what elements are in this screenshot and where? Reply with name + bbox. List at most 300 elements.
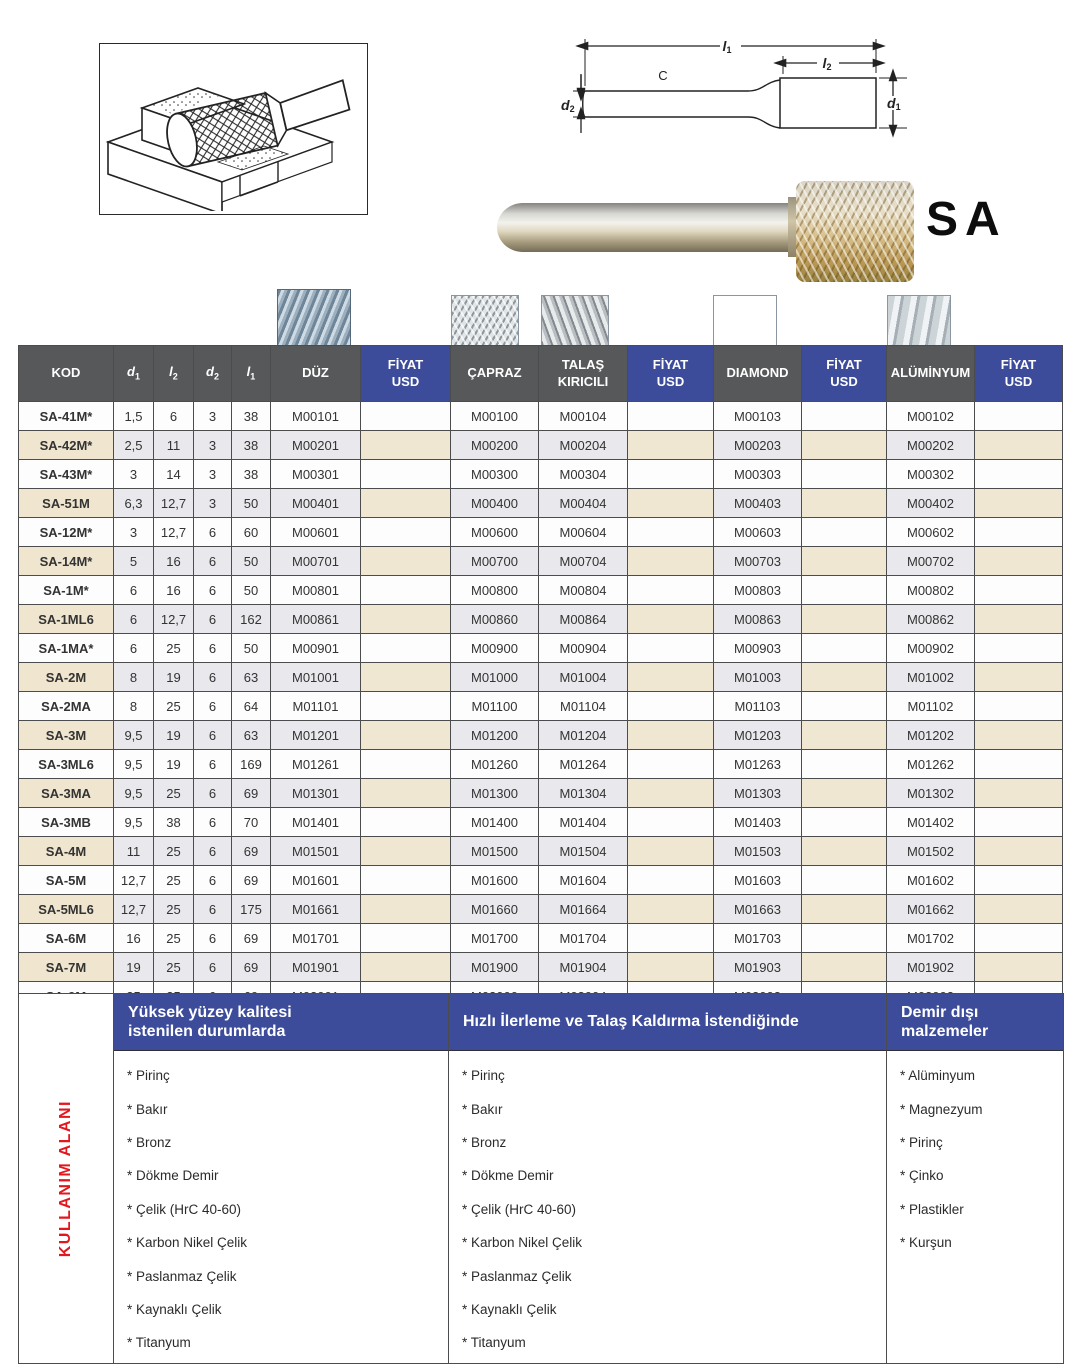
- cell-fiyat3: [802, 866, 887, 895]
- cell-fiyat1: [361, 431, 451, 460]
- cell-duz: M01701: [271, 924, 361, 953]
- cell-talas: M00804: [539, 576, 628, 605]
- cell-fiyat1: [361, 750, 451, 779]
- cell-talas: M01664: [539, 895, 628, 924]
- usage-item: * Pirinç: [900, 1134, 943, 1150]
- cell-fiyat2: [628, 663, 714, 692]
- table-row: [19, 634, 1063, 663]
- usage-item: * Magnezyum: [900, 1101, 983, 1117]
- cell-diamond: M01603: [714, 866, 802, 895]
- cell-talas: M01304: [539, 779, 628, 808]
- cell-aluminyum: M01902: [887, 953, 975, 982]
- cell-fiyat1: [361, 489, 451, 518]
- cell-talas: M00104: [539, 402, 628, 431]
- cell-talas: M00864: [539, 605, 628, 634]
- cell-fiyat3: [802, 634, 887, 663]
- burr-photo-head: [796, 181, 914, 282]
- col-header-diamond: DIAMOND: [714, 346, 802, 402]
- cell-duz: M00601: [271, 518, 361, 547]
- d2-dim-label: d2: [561, 97, 575, 114]
- cell-d2: 6: [194, 663, 232, 692]
- cell-kod: SA-5ML6: [19, 895, 114, 924]
- cell-diamond: M00863: [714, 605, 802, 634]
- col-header-d2: $d_2$: [194, 346, 232, 402]
- usage-item: * Titanyum: [462, 1335, 526, 1351]
- cell-fiyat3: [802, 605, 887, 634]
- cell-capraz: M00400: [451, 489, 539, 518]
- cell-fiyat1: [361, 692, 451, 721]
- cell-l1: 175: [232, 895, 271, 924]
- cell-fiyat2: [628, 808, 714, 837]
- cell-capraz: M01260: [451, 750, 539, 779]
- cell-kod: SA-7M: [19, 953, 114, 982]
- cell-fiyat2: [628, 547, 714, 576]
- cell-fiyat3: [802, 721, 887, 750]
- cell-l1: 69: [232, 924, 271, 953]
- table-row: [19, 460, 1063, 489]
- usage-item: * Plastikler: [900, 1201, 964, 1217]
- cell-fiyat3: [802, 924, 887, 953]
- cell-fiyat2: [628, 460, 714, 489]
- cell-kod: SA-51M: [19, 489, 114, 518]
- usage-side-label: KULLANIM ALANI: [57, 1099, 74, 1258]
- usage-item: * Paslanmaz Çelik: [127, 1268, 237, 1284]
- cell-capraz: M00600: [451, 518, 539, 547]
- l2-dim-label: l2: [822, 55, 832, 72]
- diamond-sample-image: [713, 295, 777, 347]
- usage-list-3: [887, 1051, 1063, 1363]
- cell-fiyat4: [975, 837, 1063, 866]
- cell-fiyat2: [628, 576, 714, 605]
- table-row: [19, 663, 1063, 692]
- cell-capraz: M01660: [451, 895, 539, 924]
- cell-aluminyum: M01402: [887, 808, 975, 837]
- cell-l1: 70: [232, 808, 271, 837]
- cell-aluminyum: M01262: [887, 750, 975, 779]
- cell-aluminyum: M01102: [887, 692, 975, 721]
- cell-duz: M01261: [271, 750, 361, 779]
- cell-diamond: M01103: [714, 692, 802, 721]
- cell-capraz: M00100: [451, 402, 539, 431]
- col-header-kod: KOD: [19, 346, 114, 402]
- cell-diamond: M01903: [714, 953, 802, 982]
- cell-l1: 63: [232, 663, 271, 692]
- cell-l1: 50: [232, 547, 271, 576]
- cell-diamond: M00403: [714, 489, 802, 518]
- cell-fiyat4: [975, 634, 1063, 663]
- cell-fiyat4: [975, 576, 1063, 605]
- col-header-fiyat2: FİYAT USD: [628, 346, 714, 402]
- cell-l2: 19: [154, 721, 194, 750]
- table-row: [19, 953, 1063, 982]
- cell-fiyat1: [361, 837, 451, 866]
- cell-fiyat1: [361, 605, 451, 634]
- cell-fiyat1: [361, 866, 451, 895]
- cell-fiyat1: [361, 953, 451, 982]
- usage-item: * Pirinç: [462, 1068, 505, 1084]
- usage-item: * Bronz: [127, 1134, 172, 1150]
- cell-fiyat3: [802, 837, 887, 866]
- cell-diamond: M00703: [714, 547, 802, 576]
- usage-item: * Kaynaklı Çelik: [127, 1301, 222, 1317]
- l1-dim-label: l1: [722, 38, 732, 55]
- cell-l2: 25: [154, 837, 194, 866]
- cell-d1: 12,7: [114, 895, 154, 924]
- cell-kod: SA-43M*: [19, 460, 114, 489]
- cell-fiyat3: [802, 431, 887, 460]
- table-row: [19, 489, 1063, 518]
- cell-duz: M00301: [271, 460, 361, 489]
- cell-kod: SA-14M*: [19, 547, 114, 576]
- cell-fiyat4: [975, 431, 1063, 460]
- cell-fiyat1: [361, 576, 451, 605]
- cell-d1: 12,7: [114, 866, 154, 895]
- cell-duz: M00101: [271, 402, 361, 431]
- table-row: [19, 895, 1063, 924]
- cell-kod: SA-3MA: [19, 779, 114, 808]
- table-row: [19, 605, 1063, 634]
- cell-l2: 19: [154, 750, 194, 779]
- cell-duz: M00201: [271, 431, 361, 460]
- cell-fiyat2: [628, 634, 714, 663]
- col-header-d1: $d_1$: [114, 346, 154, 402]
- cell-fiyat4: [975, 518, 1063, 547]
- cell-aluminyum: M01662: [887, 895, 975, 924]
- cell-capraz: M00700: [451, 547, 539, 576]
- cell-kod: SA-1M*: [19, 576, 114, 605]
- cell-kod: SA-1ML6: [19, 605, 114, 634]
- cell-l1: 64: [232, 692, 271, 721]
- cell-capraz: M01600: [451, 866, 539, 895]
- cell-duz: M01901: [271, 953, 361, 982]
- usage-section: [18, 993, 1064, 1364]
- cell-fiyat2: [628, 924, 714, 953]
- cell-kod: SA-3ML6: [19, 750, 114, 779]
- cell-d1: 1,5: [114, 402, 154, 431]
- table-row: [19, 779, 1063, 808]
- cell-diamond: M01203: [714, 721, 802, 750]
- cell-fiyat4: [975, 489, 1063, 518]
- cell-duz: M00401: [271, 489, 361, 518]
- cell-fiyat3: [802, 692, 887, 721]
- cell-talas: M01704: [539, 924, 628, 953]
- cell-fiyat2: [628, 489, 714, 518]
- cell-capraz: M01300: [451, 779, 539, 808]
- cell-duz: M01661: [271, 895, 361, 924]
- cell-l1: 69: [232, 953, 271, 982]
- cell-fiyat1: [361, 924, 451, 953]
- usage-item: * Çinko: [900, 1168, 944, 1184]
- cell-fiyat2: [628, 605, 714, 634]
- cell-fiyat1: [361, 460, 451, 489]
- cell-fiyat3: [802, 518, 887, 547]
- cell-d1: 9,5: [114, 750, 154, 779]
- cell-aluminyum: M00202: [887, 431, 975, 460]
- cell-duz: M01301: [271, 779, 361, 808]
- cell-diamond: M00203: [714, 431, 802, 460]
- cell-talas: M01264: [539, 750, 628, 779]
- cell-talas: M01404: [539, 808, 628, 837]
- usage-item: * Çelik (HrC 40-60): [127, 1201, 242, 1217]
- cell-capraz: M00860: [451, 605, 539, 634]
- cell-fiyat1: [361, 634, 451, 663]
- capraz-sample-image: [451, 295, 519, 347]
- cell-kod: SA-6M: [19, 924, 114, 953]
- col-header-fiyat1: FİYAT USD: [361, 346, 451, 402]
- cell-fiyat3: [802, 808, 887, 837]
- usage-item: * Dökme Demir: [127, 1168, 219, 1184]
- usage-item: * Karbon Nikel Çelik: [127, 1235, 248, 1251]
- cell-kod: SA-2M: [19, 663, 114, 692]
- cell-fiyat1: [361, 779, 451, 808]
- cell-fiyat1: [361, 808, 451, 837]
- cell-d1: 2,5: [114, 431, 154, 460]
- cell-d1: 6: [114, 634, 154, 663]
- cell-duz: M00901: [271, 634, 361, 663]
- cell-d2: 6: [194, 779, 232, 808]
- cell-capraz: M00800: [451, 576, 539, 605]
- cell-l2: 12,7: [154, 605, 194, 634]
- table-row: [19, 750, 1063, 779]
- cell-fiyat3: [802, 547, 887, 576]
- usage-item: * Karbon Nikel Çelik: [462, 1235, 583, 1251]
- cell-d1: 8: [114, 692, 154, 721]
- d1-dim-label: d1: [887, 95, 901, 112]
- cell-fiyat2: [628, 402, 714, 431]
- cell-d1: 19: [114, 953, 154, 982]
- col-header-capraz: ÇAPRAZ: [451, 346, 539, 402]
- cell-aluminyum: M01702: [887, 924, 975, 953]
- cell-d2: 6: [194, 634, 232, 663]
- cell-diamond: M00303: [714, 460, 802, 489]
- usage-item: * Kaynaklı Çelik: [462, 1301, 557, 1317]
- usage-item: * Pirinç: [127, 1068, 170, 1084]
- cell-d2: 6: [194, 953, 232, 982]
- cell-fiyat2: [628, 953, 714, 982]
- usage-item: * Dökme Demir: [462, 1168, 554, 1184]
- aluminyum-sample-image: [887, 295, 951, 347]
- cell-fiyat4: [975, 663, 1063, 692]
- cell-d2: 6: [194, 576, 232, 605]
- cell-diamond: M01003: [714, 663, 802, 692]
- cell-l1: 50: [232, 634, 271, 663]
- cell-diamond: M01303: [714, 779, 802, 808]
- cell-diamond: M01503: [714, 837, 802, 866]
- cell-l1: 50: [232, 489, 271, 518]
- table-row: [19, 576, 1063, 605]
- table-row: [19, 837, 1063, 866]
- burr-photo-shank: [497, 203, 797, 252]
- cell-talas: M01504: [539, 837, 628, 866]
- usage-item: * Kurşun: [900, 1235, 952, 1251]
- cell-d1: 3: [114, 460, 154, 489]
- cell-fiyat2: [628, 895, 714, 924]
- cell-fiyat3: [802, 750, 887, 779]
- cell-kod: SA-4M: [19, 837, 114, 866]
- col-header-fiyat3: FİYAT USD: [802, 346, 887, 402]
- cell-kod: SA-1MA*: [19, 634, 114, 663]
- cell-d2: 6: [194, 808, 232, 837]
- cell-kod: SA-3M: [19, 721, 114, 750]
- cell-d2: 6: [194, 750, 232, 779]
- application-illustration: [99, 43, 368, 215]
- col-header-duz: DÜZ: [271, 346, 361, 402]
- cell-fiyat1: [361, 547, 451, 576]
- cell-l1: 69: [232, 837, 271, 866]
- cell-fiyat4: [975, 779, 1063, 808]
- table-row: [19, 692, 1063, 721]
- cell-capraz: M01400: [451, 808, 539, 837]
- cell-d2: 6: [194, 721, 232, 750]
- cell-fiyat3: [802, 576, 887, 605]
- c-label: C: [658, 68, 668, 83]
- cell-d1: 9,5: [114, 721, 154, 750]
- col-header-aluminyum: ALÜMİNYUM: [887, 346, 975, 402]
- cell-aluminyum: M01302: [887, 779, 975, 808]
- cell-d2: 3: [194, 489, 232, 518]
- table-row: [19, 808, 1063, 837]
- col-header-l2: $l_2$: [154, 346, 194, 402]
- cell-d1: 16: [114, 924, 154, 953]
- cell-diamond: M00903: [714, 634, 802, 663]
- cell-l2: 25: [154, 953, 194, 982]
- cell-fiyat4: [975, 808, 1063, 837]
- usage-list-2: [449, 1051, 887, 1363]
- usage-header-2: Hızlı İlerleme ve Talaş Kaldırma İstendiğinde: [449, 994, 887, 1051]
- cell-fiyat4: [975, 866, 1063, 895]
- usage-header-1: Yüksek yüzey kalitesi istenilen durumlarda: [114, 994, 449, 1051]
- cell-l1: 38: [232, 402, 271, 431]
- cell-fiyat2: [628, 518, 714, 547]
- cell-kod: SA-41M*: [19, 402, 114, 431]
- cell-d2: 6: [194, 518, 232, 547]
- cell-talas: M00304: [539, 460, 628, 489]
- cell-aluminyum: M00802: [887, 576, 975, 605]
- cell-fiyat2: [628, 866, 714, 895]
- usage-item: * Alüminyum: [900, 1068, 976, 1084]
- cell-duz: M01101: [271, 692, 361, 721]
- usage-item: * Bakır: [127, 1101, 168, 1117]
- cell-fiyat4: [975, 692, 1063, 721]
- cell-l2: 25: [154, 634, 194, 663]
- burr-on-workpiece-drawing: [100, 44, 364, 211]
- cell-talas: M00404: [539, 489, 628, 518]
- cell-kod: SA-2MA: [19, 692, 114, 721]
- cell-duz: M01201: [271, 721, 361, 750]
- cell-aluminyum: M00402: [887, 489, 975, 518]
- cell-aluminyum: M01002: [887, 663, 975, 692]
- cell-fiyat3: [802, 663, 887, 692]
- cell-l2: 12,7: [154, 489, 194, 518]
- cell-fiyat1: [361, 663, 451, 692]
- cell-d2: 6: [194, 837, 232, 866]
- cell-l1: 60: [232, 518, 271, 547]
- cell-l2: 25: [154, 692, 194, 721]
- cell-capraz: M01500: [451, 837, 539, 866]
- cell-l2: 6: [154, 402, 194, 431]
- cell-capraz: M01000: [451, 663, 539, 692]
- cell-fiyat1: [361, 721, 451, 750]
- cell-l2: 14: [154, 460, 194, 489]
- cell-talas: M00604: [539, 518, 628, 547]
- cell-l1: 162: [232, 605, 271, 634]
- cell-fiyat4: [975, 895, 1063, 924]
- table-header-row: [19, 346, 1063, 402]
- cell-kod: SA-3MB: [19, 808, 114, 837]
- table-row: [19, 518, 1063, 547]
- cell-fiyat4: [975, 460, 1063, 489]
- cell-aluminyum: M00602: [887, 518, 975, 547]
- cell-talas: M01004: [539, 663, 628, 692]
- cell-talas: M00704: [539, 547, 628, 576]
- col-header-l1: $l_1$: [232, 346, 271, 402]
- cell-l1: 38: [232, 460, 271, 489]
- table-row: [19, 866, 1063, 895]
- cell-d1: 3: [114, 518, 154, 547]
- cell-aluminyum: M01502: [887, 837, 975, 866]
- cell-fiyat3: [802, 460, 887, 489]
- table-row: [19, 547, 1063, 576]
- cell-fiyat2: [628, 721, 714, 750]
- cell-diamond: M00103: [714, 402, 802, 431]
- cell-l2: 25: [154, 779, 194, 808]
- cell-aluminyum: M01202: [887, 721, 975, 750]
- cell-l2: 25: [154, 924, 194, 953]
- cell-d1: 6: [114, 605, 154, 634]
- cell-diamond: M01403: [714, 808, 802, 837]
- cell-fiyat1: [361, 402, 451, 431]
- cell-aluminyum: M01602: [887, 866, 975, 895]
- cell-d2: 6: [194, 895, 232, 924]
- cell-capraz: M00200: [451, 431, 539, 460]
- table-body: [19, 402, 1063, 1011]
- cell-aluminyum: M00702: [887, 547, 975, 576]
- cell-fiyat3: [802, 895, 887, 924]
- cell-d2: 6: [194, 547, 232, 576]
- usage-item: * Paslanmaz Çelik: [462, 1268, 572, 1284]
- cell-talas: M00204: [539, 431, 628, 460]
- cell-l2: 19: [154, 663, 194, 692]
- cell-duz: M01501: [271, 837, 361, 866]
- cell-d2: 6: [194, 866, 232, 895]
- cell-diamond: M01263: [714, 750, 802, 779]
- cell-fiyat2: [628, 692, 714, 721]
- cell-d1: 8: [114, 663, 154, 692]
- cell-capraz: M01900: [451, 953, 539, 982]
- cell-fiyat3: [802, 402, 887, 431]
- duz-sample-image: [277, 289, 351, 347]
- cell-l2: 16: [154, 576, 194, 605]
- cell-l1: 69: [232, 779, 271, 808]
- cell-d1: 11: [114, 837, 154, 866]
- cell-fiyat2: [628, 750, 714, 779]
- cell-talas: M01904: [539, 953, 628, 982]
- col-header-fiyat4: FİYAT USD: [975, 346, 1063, 402]
- cell-l2: 38: [154, 808, 194, 837]
- usage-item: * Titanyum: [127, 1335, 191, 1351]
- cell-d1: 6,3: [114, 489, 154, 518]
- cell-duz: M00701: [271, 547, 361, 576]
- cell-fiyat4: [975, 605, 1063, 634]
- cell-l1: 38: [232, 431, 271, 460]
- cell-kod: SA-42M*: [19, 431, 114, 460]
- cell-kod: SA-5M: [19, 866, 114, 895]
- cell-fiyat4: [975, 750, 1063, 779]
- cell-aluminyum: M00102: [887, 402, 975, 431]
- cell-diamond: M00603: [714, 518, 802, 547]
- cell-capraz: M00900: [451, 634, 539, 663]
- dimension-diagram: [545, 22, 925, 152]
